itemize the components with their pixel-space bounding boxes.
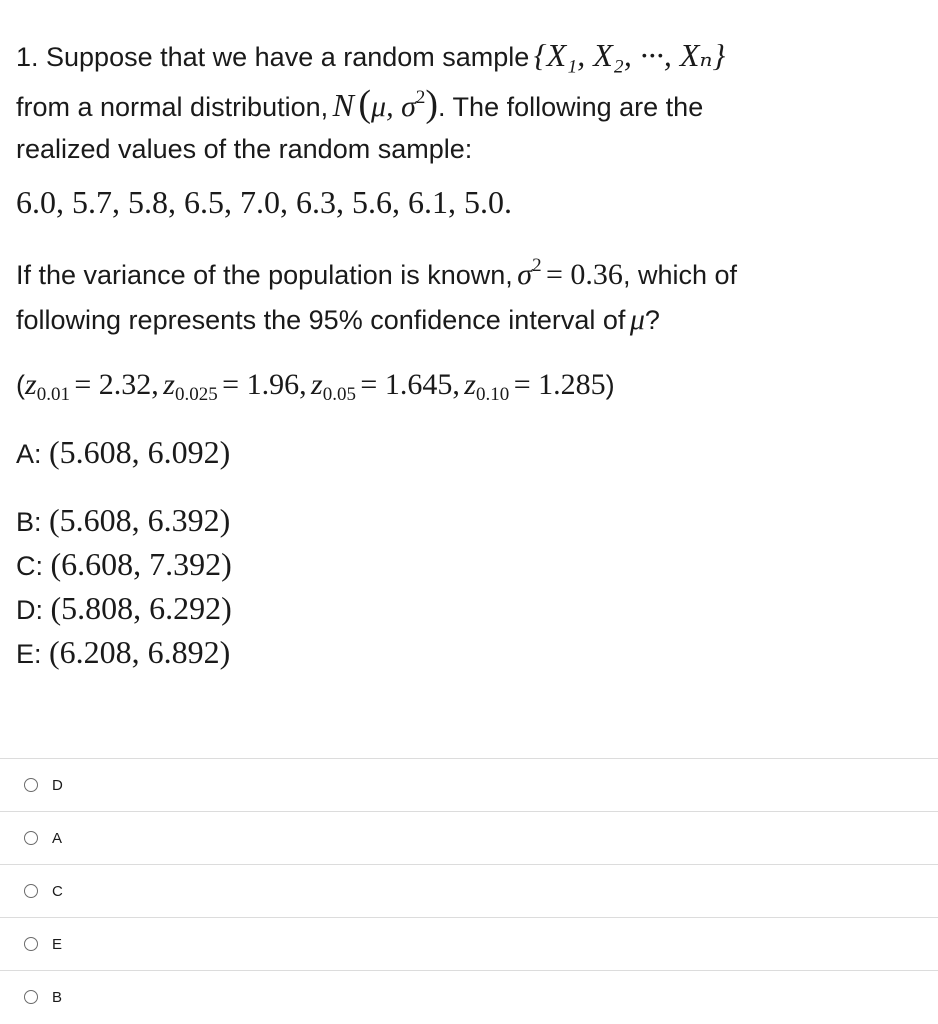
answer-choice-label: A bbox=[52, 829, 63, 847]
question-line-6 bbox=[16, 303, 660, 337]
sample-values-text: 6.0, 5.7, 5.8, 6.5, 7.0, 6.3, 5.6, 6.1, 5.0. bbox=[16, 184, 512, 220]
z-sub-3: 0.05 bbox=[322, 384, 356, 405]
sigma-power: 2 bbox=[532, 255, 542, 276]
question-line-2: from a normal distribution, N (μ, σ2). The following are the bbox=[16, 83, 704, 125]
sample-set-math: {X₁, X₂, ···, Xₙ} bbox=[533, 37, 726, 73]
z-close-paren: ) bbox=[605, 370, 615, 400]
question-line-5 bbox=[16, 255, 737, 292]
ci-question-text: following represents the 95% confidence interval of bbox=[16, 305, 626, 335]
z-symbol-4: z bbox=[464, 368, 476, 401]
option-a-value: (5.608, 6.092) bbox=[49, 434, 231, 470]
answer-choice-c[interactable] bbox=[0, 864, 938, 917]
z-sub-1: 0.01 bbox=[36, 384, 70, 405]
z-val-4: = 1.285 bbox=[513, 368, 606, 401]
radio-icon[interactable] bbox=[24, 990, 38, 1004]
option-a-label: A: bbox=[16, 439, 50, 469]
z-val-1: = 2.32, bbox=[74, 368, 159, 401]
option-c-value: (6.608, 7.392) bbox=[50, 546, 232, 582]
answer-choices bbox=[0, 758, 938, 1023]
answer-choice-label: C bbox=[52, 882, 63, 900]
option-d-value: (5.808, 6.292) bbox=[50, 590, 232, 626]
normal-params: μ, σ bbox=[371, 90, 416, 123]
z-val-3: = 1.645, bbox=[360, 368, 460, 401]
z-sub-2: 0.025 bbox=[174, 384, 218, 405]
answer-choice-d[interactable] bbox=[0, 758, 938, 811]
normal-params-power: 2 bbox=[415, 87, 426, 108]
normal-symbol: N bbox=[332, 87, 354, 123]
distribution-text: from a normal distribution, bbox=[16, 92, 329, 122]
option-c bbox=[16, 546, 232, 583]
option-c-label: C: bbox=[16, 551, 51, 581]
radio-icon[interactable] bbox=[24, 778, 38, 792]
answer-choice-e[interactable] bbox=[0, 917, 938, 970]
sigma-symbol: σ bbox=[517, 258, 533, 291]
radio-icon[interactable] bbox=[24, 831, 38, 845]
question-intro: 1. Suppose that we have a random sample bbox=[16, 42, 530, 72]
answer-choice-label: E bbox=[52, 935, 63, 953]
z-values-line bbox=[16, 368, 615, 406]
answer-choice-label: D bbox=[52, 776, 63, 794]
answer-choice-b[interactable] bbox=[0, 970, 938, 1023]
variance-text-rest: , which of bbox=[622, 260, 737, 290]
distribution-text-rest: . The following are the bbox=[438, 92, 704, 122]
answer-choice-a[interactable] bbox=[0, 811, 938, 864]
radio-icon[interactable] bbox=[24, 937, 38, 951]
variance-value: = 0.36 bbox=[546, 258, 623, 291]
option-b bbox=[16, 502, 230, 539]
z-symbol-1: z bbox=[25, 368, 37, 401]
option-e-value: (6.208, 6.892) bbox=[49, 634, 231, 670]
option-b-label: B: bbox=[16, 507, 50, 537]
option-e bbox=[16, 634, 230, 671]
ci-question-mark: ? bbox=[644, 305, 660, 335]
z-sub-4: 0.10 bbox=[475, 384, 510, 405]
question-line-1 bbox=[16, 36, 725, 74]
option-b-value: (5.608, 6.392) bbox=[49, 502, 231, 538]
z-open-paren: ( bbox=[16, 370, 25, 400]
option-a bbox=[16, 434, 230, 471]
z-val-2: = 1.96, bbox=[222, 368, 307, 401]
sample-values bbox=[16, 184, 512, 221]
radio-icon[interactable] bbox=[24, 884, 38, 898]
z-symbol-3: z bbox=[311, 368, 323, 401]
option-d bbox=[16, 590, 232, 627]
z-symbol-2: z bbox=[163, 368, 175, 401]
realized-values-text: realized values of the random sample: bbox=[16, 134, 473, 164]
answer-choice-label: B bbox=[52, 988, 63, 1006]
question-line-3 bbox=[16, 134, 472, 165]
mu-symbol: μ bbox=[629, 303, 645, 336]
variance-text: If the variance of the population is known, bbox=[16, 260, 513, 290]
option-d-label: D: bbox=[16, 595, 51, 625]
option-e-label: E: bbox=[16, 639, 50, 669]
